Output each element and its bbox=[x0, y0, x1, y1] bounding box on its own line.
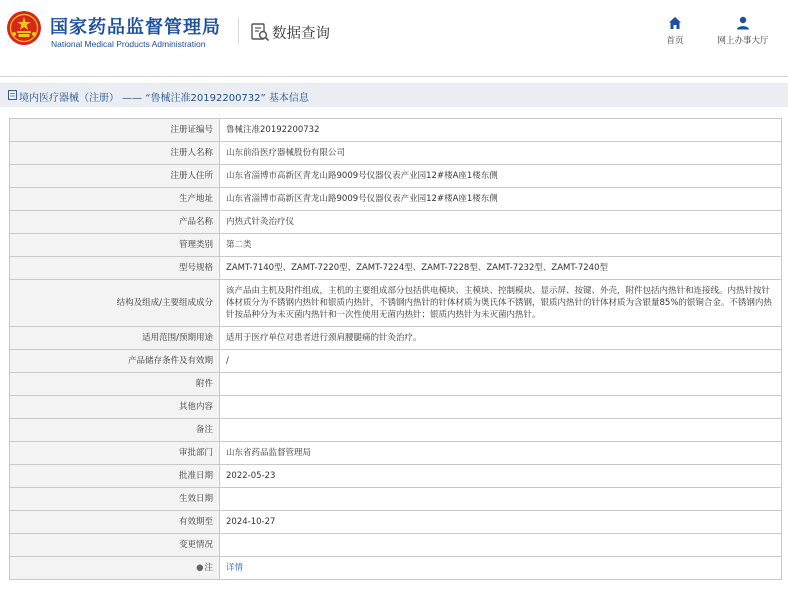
detail-value bbox=[220, 557, 782, 580]
detail-row bbox=[10, 188, 782, 211]
header-divider bbox=[238, 18, 239, 44]
detail-label: 其他内容 bbox=[10, 396, 220, 419]
detail-label: 注册人名称 bbox=[10, 142, 220, 165]
detail-row bbox=[10, 488, 782, 511]
user-icon bbox=[736, 16, 750, 30]
detail-row bbox=[10, 534, 782, 557]
data-query-icon bbox=[250, 22, 270, 42]
detail-value bbox=[220, 419, 782, 442]
detail-label: 产品储存条件及有效期 bbox=[10, 350, 220, 373]
org-name-en: National Medical Products Administration bbox=[51, 39, 206, 49]
detail-value: 2022-05-23 bbox=[220, 465, 782, 488]
detail-label: 管理类别 bbox=[10, 234, 220, 257]
detail-row bbox=[10, 327, 782, 350]
detail-row bbox=[10, 396, 782, 419]
detail-label: 批准日期 bbox=[10, 465, 220, 488]
detail-value: 适用于医疗单位对患者进行颈肩腰腿痛的针灸治疗。 bbox=[220, 327, 782, 350]
site-header bbox=[0, 0, 788, 66]
home-icon bbox=[668, 16, 682, 30]
detail-label: 注册证编号 bbox=[10, 119, 220, 142]
note-label: 注 bbox=[204, 563, 213, 573]
detail-value bbox=[220, 373, 782, 396]
detail-row bbox=[10, 465, 782, 488]
detail-row bbox=[10, 373, 782, 396]
detail-label bbox=[10, 557, 220, 580]
nav-home-label: 首页 bbox=[666, 36, 684, 46]
detail-row bbox=[10, 234, 782, 257]
detail-value: ZAMT-7140型、ZAMT-7220型、ZAMT-7224型、ZAMT-7228型、ZAMT-7232型、ZAMT-7240型 bbox=[220, 257, 782, 280]
org-name-cn: 国家药品监督管理局 bbox=[50, 17, 221, 38]
detail-value: 第二类 bbox=[220, 234, 782, 257]
detail-label: 有效期至 bbox=[10, 511, 220, 534]
detail-value: 山东省淄博市高新区青龙山路9009号仪器仪表产业园12#楼A座1楼东侧 bbox=[220, 165, 782, 188]
detail-row bbox=[10, 119, 782, 142]
document-icon bbox=[8, 90, 17, 100]
detail-value bbox=[220, 534, 782, 557]
registration-details-table bbox=[9, 118, 782, 580]
detail-label: 产品名称 bbox=[10, 211, 220, 234]
detail-label: 变更情况 bbox=[10, 534, 220, 557]
detail-value: 山东省淄博市高新区青龙山路9009号仪器仪表产业园12#楼A座1楼东侧 bbox=[220, 188, 782, 211]
detail-label: 生效日期 bbox=[10, 488, 220, 511]
detail-value bbox=[220, 488, 782, 511]
detail-label: 适用范围/预期用途 bbox=[10, 327, 220, 350]
detail-value: / bbox=[220, 350, 782, 373]
nav-online-office[interactable] bbox=[710, 16, 776, 46]
detail-value: 内热式针灸治疗仪 bbox=[220, 211, 782, 234]
national-emblem-logo bbox=[6, 10, 42, 46]
detail-value: 山东省药品监督管理局 bbox=[220, 442, 782, 465]
detail-value bbox=[220, 396, 782, 419]
detail-value: 该产品由主机及附件组成，主机的主要组成部分包括供电模块、主模块、控制模块、显示屏、按键、外壳，附件包括内热针和连接线。内热针按针体材质分为不锈钢内热针和银质内热针，不锈钢内热针的针体材质为奥氏体不锈钢，银质内热针的针体材质为含银量85%的银铜合金。不锈钢内热针按品种分为未灭菌内热针和一次性使用无菌内热针；银质内热针为未灭菌内热针。 bbox=[220, 280, 782, 327]
detail-value: 鲁械注准20192200732 bbox=[220, 119, 782, 142]
nav-home[interactable] bbox=[658, 16, 692, 46]
detail-row bbox=[10, 511, 782, 534]
detail-label: 审批部门 bbox=[10, 442, 220, 465]
detail-row bbox=[10, 211, 782, 234]
detail-value: 2024-10-27 bbox=[220, 511, 782, 534]
detail-row bbox=[10, 165, 782, 188]
header-separator bbox=[0, 76, 788, 77]
detail-label: 结构及组成/主要组成成分 bbox=[10, 280, 220, 327]
detail-row bbox=[10, 257, 782, 280]
record-title-bar bbox=[0, 83, 788, 107]
detail-value: 山东前沿医疗器械股份有限公司 bbox=[220, 142, 782, 165]
detail-label: 备注 bbox=[10, 419, 220, 442]
details-link[interactable]: 详情 bbox=[226, 563, 244, 573]
detail-row-note bbox=[10, 557, 782, 580]
detail-row bbox=[10, 142, 782, 165]
note-marker: ● bbox=[196, 563, 204, 573]
detail-row bbox=[10, 280, 782, 327]
section-title: 数据查询 bbox=[272, 26, 330, 42]
nav-online-office-label: 网上办事大厅 bbox=[717, 36, 769, 46]
detail-row bbox=[10, 419, 782, 442]
detail-label: 型号规格 bbox=[10, 257, 220, 280]
detail-label: 附件 bbox=[10, 373, 220, 396]
detail-row bbox=[10, 350, 782, 373]
detail-label: 生产地址 bbox=[10, 188, 220, 211]
detail-row bbox=[10, 442, 782, 465]
record-title: 境内医疗器械（注册） —— “鲁械注准20192200732” 基本信息 bbox=[19, 93, 309, 104]
detail-label: 注册人住所 bbox=[10, 165, 220, 188]
